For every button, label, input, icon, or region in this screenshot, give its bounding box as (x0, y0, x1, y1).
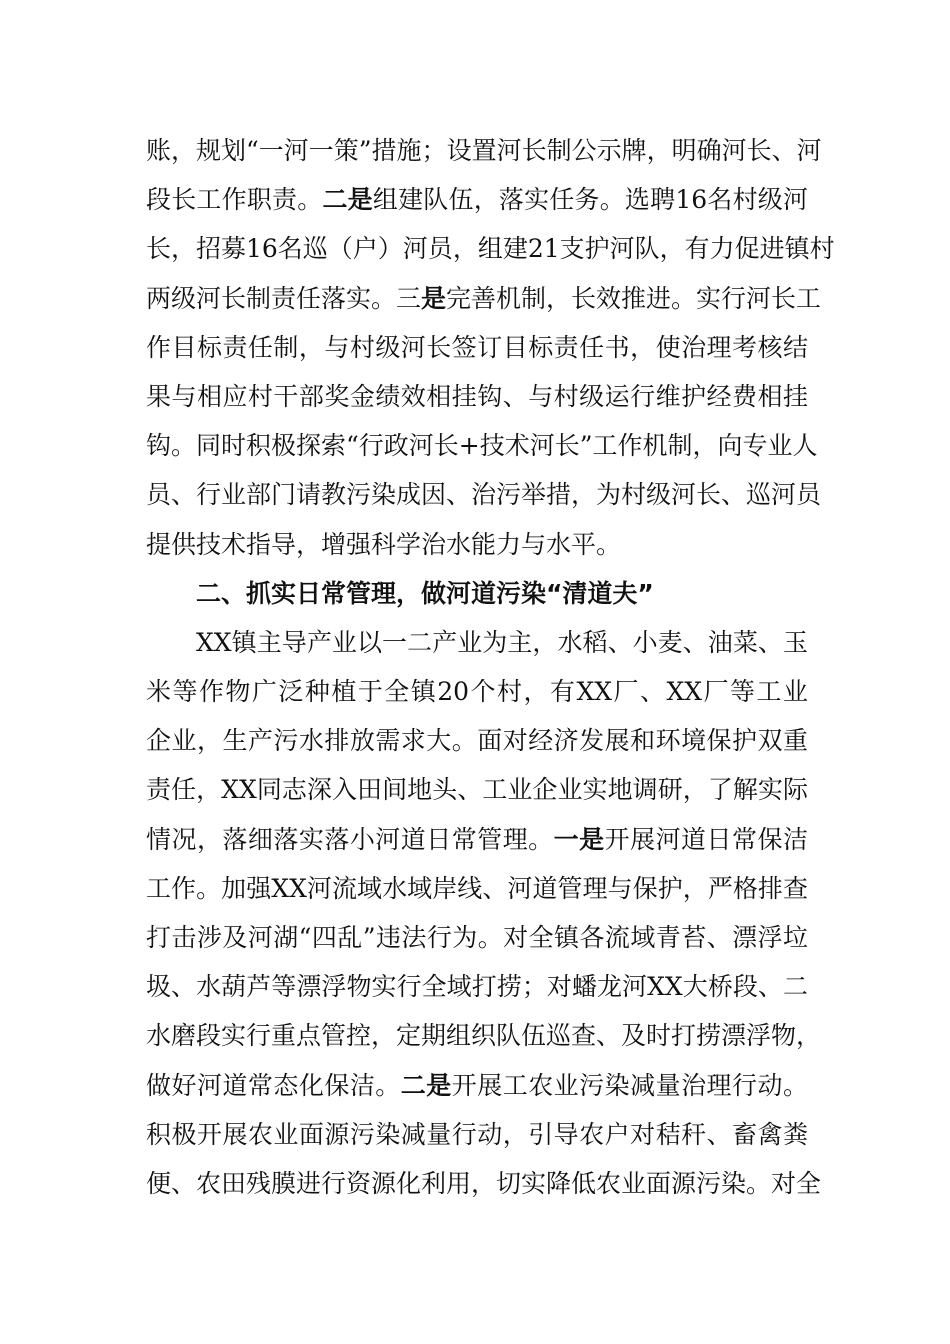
body-line: XX镇主导产业以一二产业为主，水稻、小麦、油菜、玉 (196, 627, 808, 657)
body-line: 水磨段实行重点管控，定期组织队伍巡查、及时打捞漂浮物， (146, 1021, 822, 1051)
body-line: 做好河道常态化保洁。二是开展工农业污染减量治理行动。 (146, 1070, 808, 1100)
bold-keyword: 二是 (400, 1070, 452, 1100)
body-line: 账，规划“一河一策”措施；设置河长制公示牌，明确河长、河 (146, 136, 822, 165)
body-line: 员、行业部门请教污染成因、治污举措，为村级河长、巡河员 (146, 480, 822, 510)
body-line: 段长工作职责。二是组建队伍，落实任务。选聘16名村级河 (146, 185, 808, 215)
body-line: 企业，生产污水排放需求大。面对经济发展和环境保护双重 (146, 726, 808, 756)
bold-keyword: 是 (421, 283, 447, 313)
body-line: 积极开展农业面源污染减量行动，引导农户对秸秆、畜禽粪 (146, 1119, 808, 1149)
body-line: 作目标责任制，与村级河长签订目标责任书，使治理考核结 (146, 332, 808, 362)
section-heading: 二、抓实日常管理，做河道污染“清道夫” (196, 578, 654, 608)
bold-keyword: 二是 (322, 185, 373, 215)
body-line: 工作。加强XX河流域水域岸线、河道管理与保护，严格排查 (146, 873, 808, 903)
body-line: 圾、水葫芦等漂浮物实行全域打捞；对蟠龙河XX大桥段、二 (146, 972, 808, 1002)
body-line: 米等作物广泛种植于全镇20个村，有XX厂、XX厂等工业 (146, 677, 808, 707)
body-line: 打击涉及河湖“四乱”违法行为。对全镇各流域青苔、漂浮垃 (146, 923, 808, 952)
body-line: 长，招募16名巡（户）河员，组建21支护河队，有力促进镇村 (146, 234, 835, 264)
body-line: 果与相应村干部奖金绩效相挂钩、与村级运行维护经费相挂 (146, 381, 808, 411)
document-body (146, 126, 835, 1208)
bold-keyword: 一是 (553, 824, 605, 854)
body-line: 责任，XX同志深入田间地头、工业企业实地调研，了解实际 (146, 775, 808, 805)
body-line: 钩。同时积极探索“行政河长+技术河长”工作机制，向专业人 (146, 431, 818, 461)
body-line: 提供技术指导，增强科学治水能力与水平。 (146, 529, 622, 559)
body-line: 便、农田残膜进行资源化利用，切实降低农业面源污染。对全 (146, 1168, 822, 1198)
body-line: 两级河长制责任落实。三是完善机制，长效推进。实行河长工 (146, 283, 822, 313)
body-line: 情况，落细落实落小河道日常管理。一是开展河道日常保洁 (146, 824, 808, 854)
